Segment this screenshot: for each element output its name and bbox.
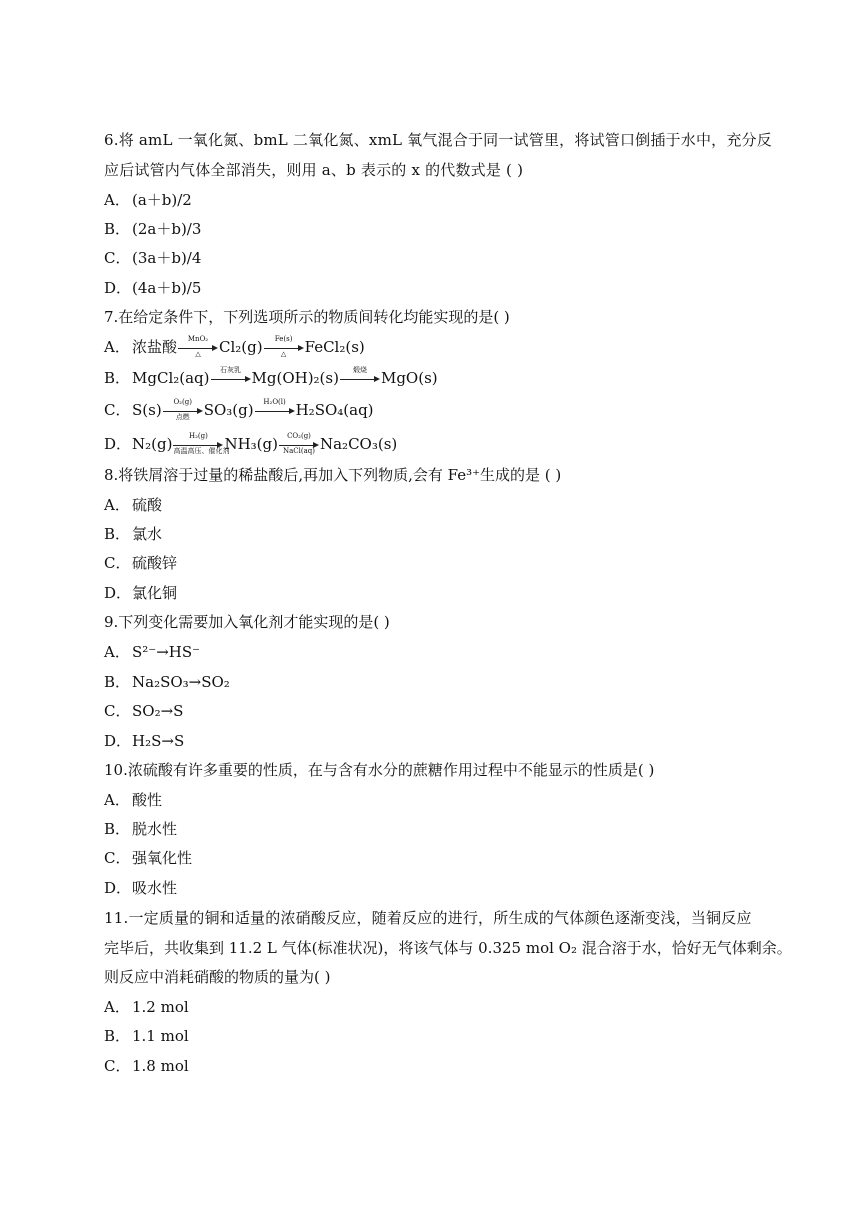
option-text: SO₂→S (132, 702, 184, 720)
substance: SO₃(g) (203, 401, 254, 419)
reaction-arrow (173, 432, 230, 455)
substance: Mg(OH)₂(s) (251, 369, 339, 387)
option-text: Na₂SO₃→SO₂ (132, 673, 230, 691)
option-text: 硫酸 (132, 496, 163, 514)
substance: N₂(g) (132, 435, 173, 453)
option-label: D． (104, 279, 132, 297)
option-label: B． (104, 820, 131, 838)
option-label: D． (104, 435, 132, 453)
option-label: B． (104, 1027, 131, 1045)
substance: S(s) (132, 401, 162, 419)
option-label: C． (104, 401, 131, 419)
q11-stem-line1: 11.一定质量的铜和适量的浓硝酸反应，随着反应的进行，所生成的气体颜色逐渐变浅，当铜反应 (104, 909, 752, 927)
option-text: 强氧化性 (132, 849, 193, 867)
option-label: A． (104, 998, 130, 1016)
arrow-condition-top: CO₂(g) (287, 432, 311, 440)
q7-option-d (104, 434, 397, 454)
q7-stem: 7.在给定条件下，下列选项所示的物质间转化均能实现的是( ) (104, 308, 510, 326)
q10-option-c (104, 848, 192, 868)
arrow-condition-bottom: 点燃 (175, 413, 190, 421)
q7-option-b (104, 368, 438, 388)
q9-option-b (104, 672, 230, 692)
option-text: 吸水性 (132, 879, 178, 897)
q6-option-d (104, 278, 201, 298)
q8-option-b (104, 524, 162, 544)
arrow-condition-top: O₂(g) (173, 398, 192, 406)
q7-option-c (104, 400, 374, 420)
option-text: (3a＋b)/4 (132, 249, 202, 267)
arrow-condition-bottom: △ (280, 350, 287, 358)
q9-option-c (104, 701, 183, 721)
q8-option-d (104, 583, 177, 603)
option-label: D． (104, 879, 132, 897)
substance: MgCl₂(aq) (132, 369, 210, 387)
substance: 浓盐酸 (132, 338, 178, 356)
q9-option-a (104, 642, 200, 662)
option-text: (a＋b)/2 (132, 191, 192, 209)
option-text: H₂S→S (132, 732, 185, 750)
q6-option-a (104, 190, 192, 210)
option-label: B． (104, 673, 131, 691)
option-text: 硫酸锌 (132, 554, 178, 572)
arrow-condition-top: 石灰乳 (220, 366, 241, 374)
substance: FeCl₂(s) (304, 338, 365, 356)
q9-stem: 9.下列变化需要加入氧化剂才能实现的是( ) (104, 613, 390, 631)
reaction-arrow (255, 400, 295, 420)
option-label: D． (104, 584, 132, 602)
q11-option-c (104, 1056, 189, 1076)
arrow-condition-bottom: NaCl(aq) (282, 447, 315, 455)
option-text: 氯化铜 (132, 584, 178, 602)
q10-stem: 10.浓硫酸有许多重要的性质，在与含有水分的蔗糖作用过程中不能显示的性质是( ) (104, 761, 655, 779)
q10-option-b (104, 819, 177, 839)
q6-stem-line1: 6.将 amL 一氧化氮、bmL 二氧化氮、xmL 氧气混合于同一试管里，将试管口倒插于水中，充分反 (104, 131, 772, 149)
q10-option-d (104, 878, 177, 898)
option-text: 脱水性 (132, 820, 178, 838)
option-label: B． (104, 525, 131, 543)
reaction-arrow (279, 434, 319, 454)
option-text: S²⁻→HS⁻ (132, 643, 201, 661)
option-text: (4a＋b)/5 (132, 279, 202, 297)
arrow-condition-top: MnO₂ (187, 335, 209, 343)
q6-option-c (104, 248, 201, 268)
q7-option-a (104, 337, 365, 357)
option-label: A． (104, 338, 130, 356)
option-text: 1.2 mol (132, 998, 189, 1016)
option-label: C． (104, 1057, 131, 1075)
option-text: 1.1 mol (132, 1027, 189, 1045)
option-label: C． (104, 702, 131, 720)
arrow-condition-bottom: △ (195, 350, 201, 358)
option-label: A． (104, 191, 130, 209)
option-label: B． (104, 369, 131, 387)
substance: NH₃(g) (224, 435, 278, 453)
reaction-arrow (340, 368, 380, 388)
substance: H₂SO₄(aq) (295, 401, 374, 419)
reaction-arrow (178, 337, 218, 357)
option-text: 氯水 (132, 525, 163, 543)
reaction-arrow (211, 368, 251, 388)
q11-option-a (104, 997, 189, 1017)
q8-option-c (104, 553, 177, 573)
arrow-condition-top: H₂(g) (189, 432, 208, 440)
q6-stem-line2: 应后试管内气体全部消失，则用 a、b 表示的 x 的代数式是 ( ) (104, 161, 524, 179)
option-text: (2a＋b)/3 (132, 220, 202, 238)
arrow-condition-top: 煅烧 (352, 366, 367, 374)
option-label: A． (104, 496, 130, 514)
option-label: C． (104, 554, 131, 572)
q11-stem-line2: 完毕后，共收集到 11.2 L 气体(标准状况)，将该气体与 0.325 mol O₂ 混合溶于水，恰好无气体剩余。 (104, 939, 792, 957)
substance: MgO(s) (380, 369, 438, 387)
option-text: 酸性 (132, 791, 163, 809)
reaction-arrow (264, 337, 304, 357)
reaction-arrow (163, 400, 203, 420)
q8-stem: 8.将铁屑溶于过量的稀盐酸后,再加入下列物质,会有 Fe³⁺生成的是 ( ) (104, 466, 562, 484)
q9-option-d (104, 731, 184, 751)
option-label: A． (104, 791, 130, 809)
option-label: C． (104, 849, 131, 867)
substance: Na₂CO₃(s) (319, 435, 398, 453)
q11-option-b (104, 1026, 189, 1046)
arrow-condition-bottom: 高温高压、催化剂 (173, 447, 230, 455)
option-label: A． (104, 643, 130, 661)
q10-option-a (104, 790, 162, 810)
option-label: D． (104, 732, 132, 750)
option-label: C． (104, 249, 131, 267)
substance: Cl₂(g) (219, 338, 263, 356)
arrow-condition-top: Fe(s) (274, 335, 293, 343)
option-text: 1.8 mol (132, 1057, 189, 1075)
q8-option-a (104, 495, 162, 515)
q11-stem-line3: 则反应中消耗硝酸的物质的量为( ) (104, 968, 331, 986)
option-label: B． (104, 220, 131, 238)
arrow-condition-top: H₂O(l) (263, 398, 286, 406)
q6-option-b (104, 219, 201, 239)
